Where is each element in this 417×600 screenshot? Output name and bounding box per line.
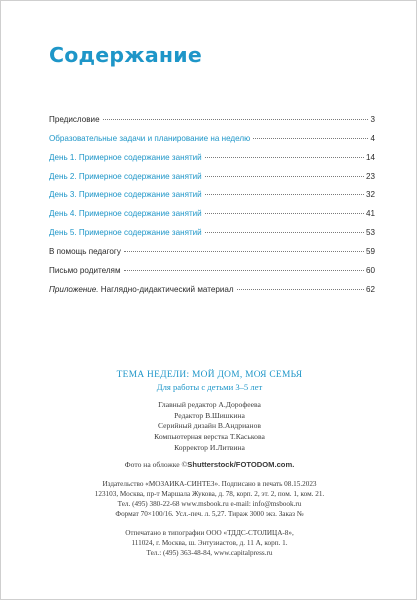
- printer-block: [1, 529, 417, 559]
- toc-dot-leader: [103, 118, 369, 120]
- toc-entry[interactable]: [49, 153, 375, 172]
- toc-page-number: 14: [365, 152, 375, 162]
- publisher-line: Формат 70×100/16. Усл.-печ. л. 5,27. Тираж 3000 экз. Заказ №: [115, 509, 304, 518]
- toc-entry[interactable]: [49, 209, 375, 228]
- credit-line: Редактор В.Шишкина: [174, 410, 245, 420]
- credit-line: Главный редактор А.Дорофеева: [158, 400, 261, 409]
- toc-entry-title: [49, 153, 202, 162]
- toc-dot-leader: [205, 231, 364, 233]
- publisher-block: [1, 480, 417, 520]
- photo-credit-source: Shutterstock/FOTODOM.com.: [187, 460, 295, 469]
- toc-entry[interactable]: [49, 115, 375, 134]
- toc-page-number: 41: [365, 209, 375, 219]
- photo-credit-prefix: Фото на обложке ©: [124, 460, 188, 469]
- toc-page-number: 4: [370, 133, 375, 143]
- toc-entry[interactable]: [49, 247, 375, 266]
- table-of-contents: [49, 115, 375, 303]
- toc-entry-title: [49, 247, 121, 256]
- toc-entry-text: День 1. Примерное содержание занятий: [49, 152, 202, 162]
- toc-entry[interactable]: [49, 266, 375, 285]
- toc-entry[interactable]: [49, 228, 375, 247]
- toc-entry-text: День 3. Примерное содержание занятий: [49, 190, 202, 200]
- toc-entry[interactable]: [49, 285, 375, 304]
- topic-subtitle: Для работы с детьми 3–5 лет: [156, 382, 263, 392]
- credit-line: Корректор И.Литвина: [174, 442, 245, 452]
- toc-page-number: 53: [365, 228, 375, 238]
- toc-entry-text: Образовательные задачи и планирование на неделю: [49, 133, 251, 143]
- toc-entry-text: Письмо родителям: [49, 265, 121, 275]
- toc-entry-title: [49, 209, 202, 218]
- toc-page-number: 3: [370, 115, 375, 124]
- toc-entry-title: [49, 228, 202, 237]
- toc-entry-text: День 2. Примерное содержание занятий: [49, 171, 202, 181]
- printer-line: Тел.: (495) 363-48-84, www.capitalpress.ru: [146, 548, 273, 557]
- toc-entry[interactable]: [49, 172, 375, 191]
- toc-dot-leader: [205, 156, 364, 158]
- topic-title: ТЕМА НЕДЕЛИ: МОЙ ДОМ, МОЯ СЕМЬЯ: [116, 370, 303, 380]
- toc-dot-leader: [253, 137, 368, 139]
- toc-entry-text: Наглядно-дидактический материал: [98, 284, 234, 294]
- toc-entry-title: [49, 285, 234, 294]
- toc-entry-title: [49, 190, 202, 199]
- printer-line: 111024, г. Москва, ш. Энтузиастов, д. 11 А, корп. 1.: [131, 538, 288, 547]
- toc-entry-text: День 4. Примерное содержание занятий: [49, 209, 202, 219]
- printer-line: Отпечатано в типографии ООО «ТДДС-СТОЛИЦА-8»,: [125, 529, 294, 537]
- credit-line: Серийный дизайн В.Андрианов: [158, 421, 261, 431]
- toc-page-number: 62: [365, 284, 375, 294]
- toc-entry-text: В помощь педагогу: [49, 246, 121, 256]
- toc-entry[interactable]: [49, 190, 375, 209]
- toc-dot-leader: [205, 193, 364, 195]
- credit-line: Компьютерная верстка Т.Каськова: [154, 432, 265, 442]
- toc-dot-leader: [124, 250, 364, 252]
- toc-page-number: 60: [365, 265, 375, 275]
- toc-entry-title: [49, 134, 250, 143]
- toc-entry-text: День 5. Примерное содержание занятий: [49, 228, 202, 238]
- toc-entry-italic-prefix: Приложение.: [49, 284, 99, 294]
- toc-page-number: 59: [365, 246, 375, 256]
- toc-dot-leader: [205, 175, 364, 177]
- toc-page-number: 23: [365, 171, 375, 181]
- publisher-line: 123103, Москва, пр-т Маршала Жукова, д. 78, корп. 2, эт. 2, пом. 1, ком. 21.: [94, 489, 325, 498]
- toc-dot-leader: [237, 288, 364, 290]
- page-title: Содержание: [49, 43, 202, 67]
- photo-credit-line: [1, 460, 417, 469]
- toc-dot-leader: [205, 212, 364, 214]
- credits-block: [1, 400, 417, 453]
- toc-entry-title: [49, 115, 100, 124]
- publisher-line: Тел. (495) 380-22-68 www.msbook.ru e-mail: info@msbook.ru: [117, 499, 302, 508]
- toc-dot-leader: [124, 269, 364, 271]
- publisher-line: Издательство «МОЗАИКА-СИНТЕЗ». Подписано в печать 08.15.2023: [102, 480, 317, 488]
- toc-entry-text: Предисловие: [49, 115, 100, 124]
- toc-entry-title: [49, 172, 202, 181]
- toc-entry[interactable]: [49, 134, 375, 153]
- toc-page-number: 32: [365, 190, 375, 200]
- toc-entry-title: [49, 266, 121, 275]
